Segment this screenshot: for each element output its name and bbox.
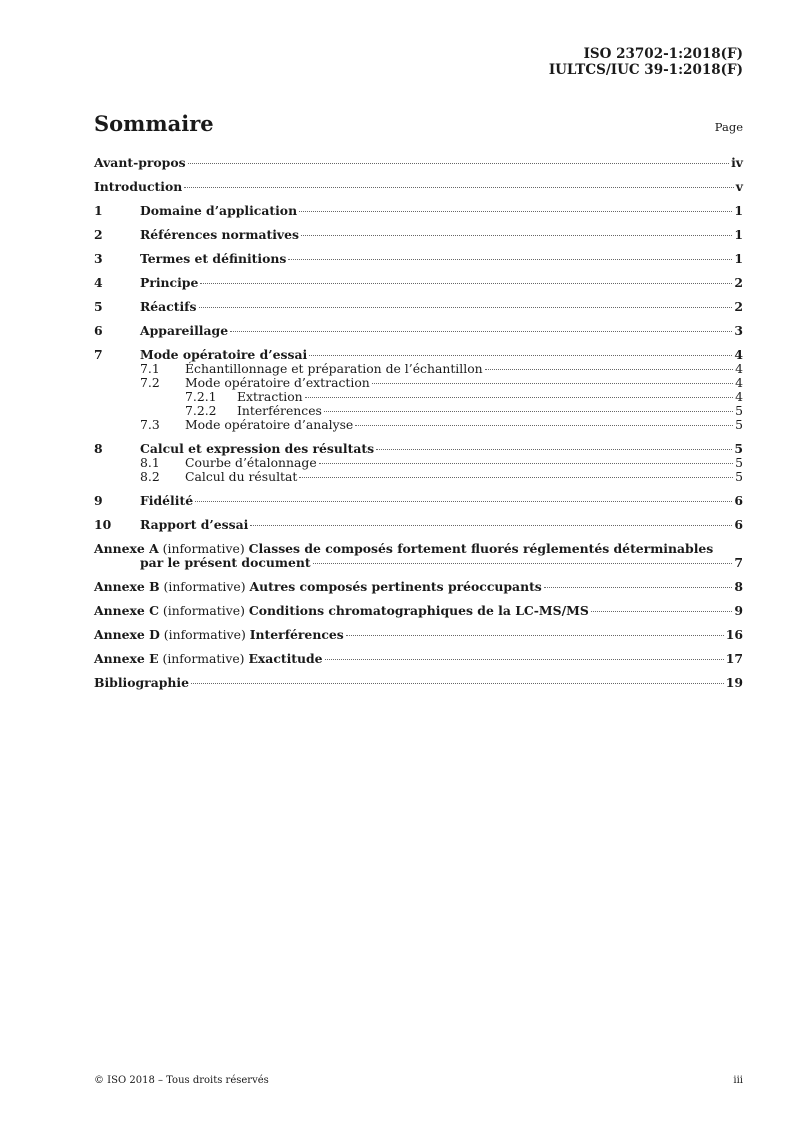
document-identifier xyxy=(549,46,743,78)
toc-entry-7-2[interactable]: 7.2 Mode opératoire d’extraction 4 xyxy=(140,375,743,390)
toc-entry-1[interactable]: 1 Domaine d’application 1 xyxy=(94,203,743,218)
standard-number: ISO 23702-1:2018(F) xyxy=(583,46,743,62)
toc-entry-annexe-d[interactable]: Annexe D (informative) Interférences 16 xyxy=(94,627,743,642)
toc-entry-7[interactable]: 7 Mode opératoire d’essai 4 xyxy=(94,347,743,362)
toc-entry-7-3[interactable]: 7.3 Mode opératoire d’analyse 5 xyxy=(140,417,743,432)
toc-entry-annexe-e[interactable]: Annexe E (informative) Exactitude 17 xyxy=(94,651,743,666)
toc-entry-2[interactable]: 2 Références normatives 1 xyxy=(94,227,743,242)
toc-entry-6[interactable]: 6 Appareillage 3 xyxy=(94,323,743,338)
toc-entry-7-2-1[interactable]: 7.2.1 Extraction 4 xyxy=(185,389,743,404)
toc-entry-3[interactable]: 3 Termes et définitions 1 xyxy=(94,251,743,266)
toc-entry-5[interactable]: 5 Réactifs 2 xyxy=(94,299,743,314)
toc-entry-10[interactable]: 10 Rapport d’essai 6 xyxy=(94,517,743,532)
page-title: Sommaire xyxy=(94,111,214,136)
toc-entry-avant-propos[interactable]: Avant-propos iv xyxy=(94,155,743,170)
toc-entry-annexe-b[interactable]: Annexe B (informative) Autres composés pertinents préoccupants 8 xyxy=(94,579,743,594)
toc-entry-9[interactable]: 9 Fidélité 6 xyxy=(94,493,743,508)
copyright-notice: © ISO 2018 – Tous droits réservés xyxy=(94,1075,269,1086)
toc-entry-8-1[interactable]: 8.1 Courbe d’étalonnage 5 xyxy=(140,455,743,470)
page-column-label: Page xyxy=(714,120,743,134)
toc-entry-annexe-a[interactable]: Annexe A (informative) Classes de composés fortement fluorés réglementés déterminables par le présent document 7 xyxy=(94,541,743,570)
standard-number-iultcs: IULTCS/IUC 39-1:2018(F) xyxy=(548,62,743,78)
page-footer xyxy=(94,1075,743,1086)
toc-entry-7-2-2[interactable]: 7.2.2 Interférences 5 xyxy=(185,403,743,418)
toc-entry-annexe-c[interactable]: Annexe C (informative) Conditions chromatographiques de la LC-MS/MS 9 xyxy=(94,603,743,618)
toc-entry-bibliographie[interactable]: Bibliographie 19 xyxy=(94,675,743,690)
toc-entry-7-1[interactable]: 7.1 Échantillonnage et préparation de l’échantillon 4 xyxy=(140,361,743,376)
toc-entry-8-2[interactable]: 8.2 Calcul du résultat 5 xyxy=(140,469,743,484)
toc-entry-introduction[interactable]: Introduction v xyxy=(94,179,743,194)
toc-title-row xyxy=(94,111,743,136)
toc-entry-4[interactable]: 4 Principe 2 xyxy=(94,275,743,290)
page-number: iii xyxy=(733,1075,743,1086)
toc-entry-8[interactable]: 8 Calcul et expression des résultats 5 xyxy=(94,441,743,456)
table-of-contents xyxy=(94,156,743,690)
